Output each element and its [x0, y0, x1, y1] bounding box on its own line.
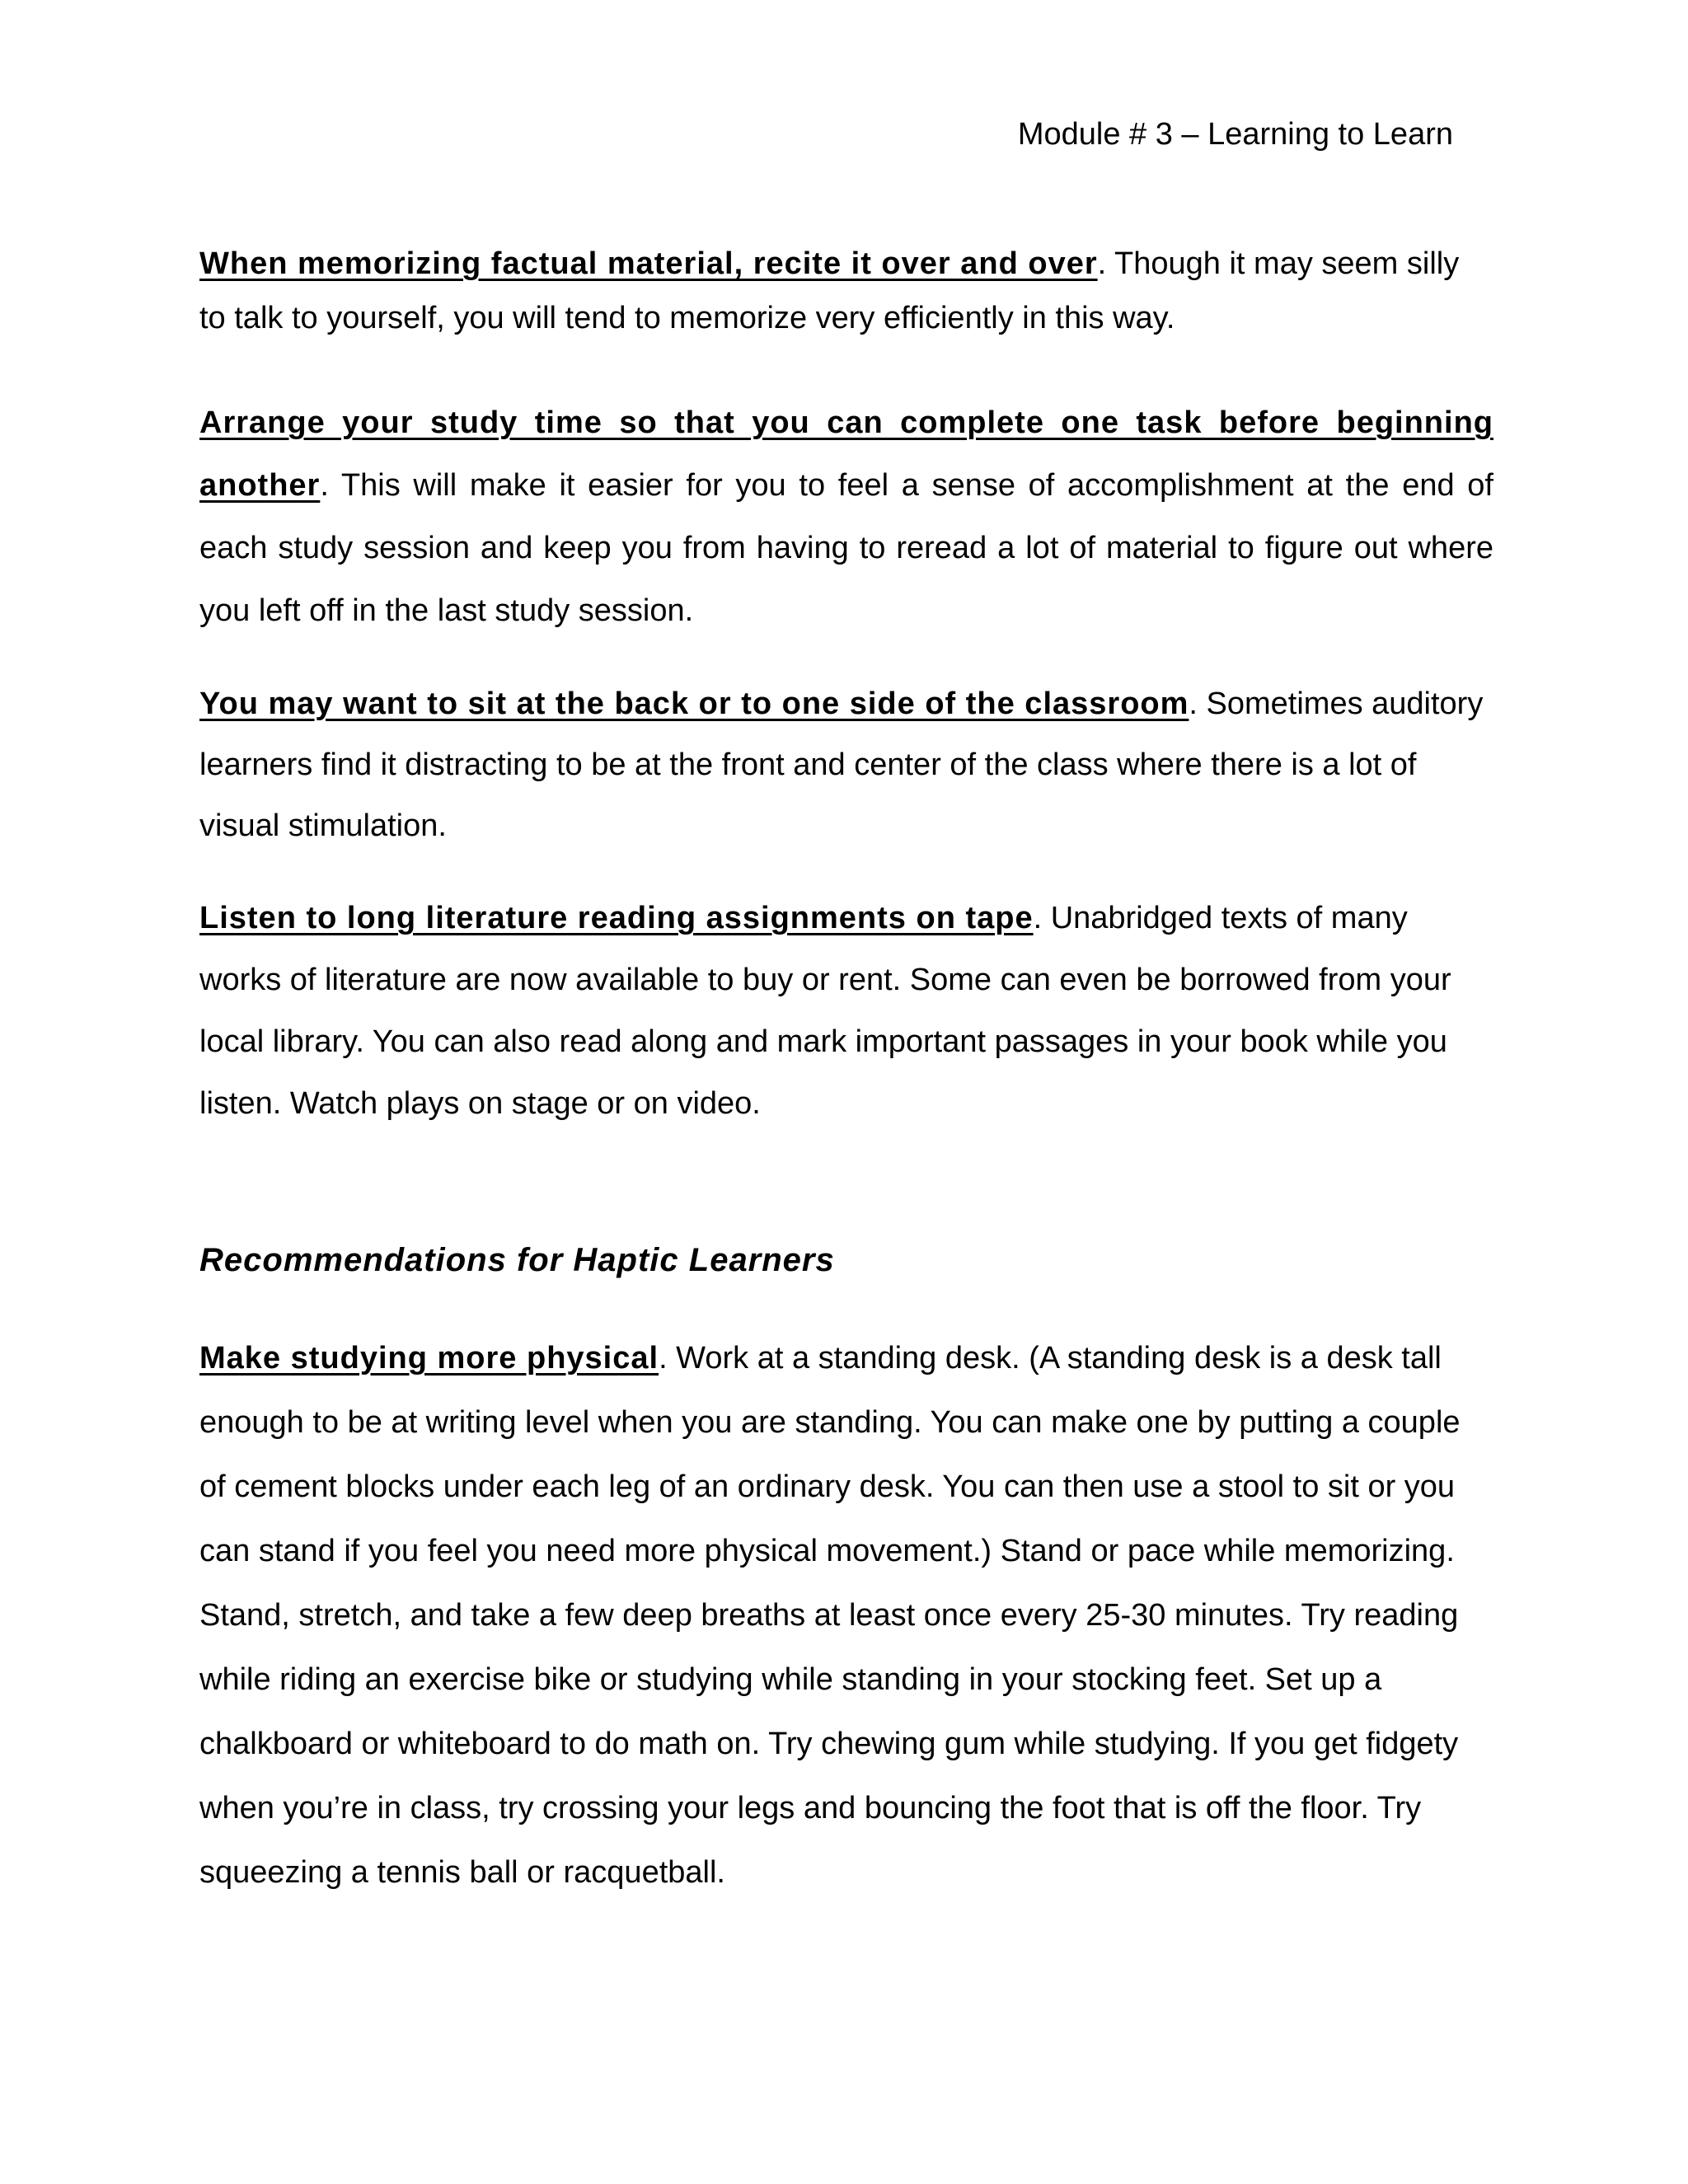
tip-paragraph-literature-tape — [199, 888, 1493, 1135]
tip-body-arrange-study-time: . This will make it easier for you to feel a sense of accomplishment at the end of each study session and keep you from having to reread a lot of material to figure out where you left off in the last study session. — [199, 468, 1493, 628]
tip-lead-arrange-study-time: Arrange your study time so that you can complete one task before beginning another — [199, 405, 1493, 503]
tip-paragraph-classroom-seat — [199, 673, 1493, 856]
tip-body-literature-tape: . Unabridged texts of many works of literature are now available to buy or rent. Some can even be borrowed from your local library. You can also read along and mark important passages in your book while you listen. Watch plays on stage or on video. — [199, 901, 1451, 1121]
section-heading-haptic: Recommendations for Haptic Learners — [199, 1242, 835, 1278]
tip-paragraph-arrange-study-time — [199, 391, 1493, 642]
tip-paragraph-physical — [199, 1326, 1493, 1905]
document-body — [199, 237, 1493, 1905]
tip-paragraph-recite — [199, 237, 1493, 345]
tip-body-classroom-seat: . Sometimes auditory learners find it distracting to be at the front and center of the class where there is a lot of visual stimulation. — [199, 687, 1484, 843]
module-header: Module # 3 – Learning to Learn — [1017, 117, 1453, 152]
tip-lead-physical: Make studying more physical — [199, 1341, 659, 1376]
tip-lead-classroom-seat: You may want to sit at the back or to one side of the classroom — [199, 687, 1189, 721]
tip-lead-recite: When memorizing factual material, recite it over and over — [199, 246, 1098, 281]
tip-body-recite: . Though it may seem silly to talk to yourself, you will tend to memorize very efficiently in this way. — [199, 246, 1460, 335]
tip-body-physical: . Work at a standing desk. (A standing desk is a desk tall enough to be at writing level when you are standing. You can make one by putting a couple of cement blocks under each leg of an ordinary desk. You can then use a stool to sit or you can stand if you feel you need more physical movement.) Stand or pace while memorizing. Stand, stretch, and take a few deep breaths at least once every 25-30 minutes. Try reading while riding an exercise bike or studying while standing in your stocking feet. Set up a chalkboard or whiteboard to do math on. Try chewing gum while studying. If you get fidgety when you’re in class, try crossing your legs and bouncing the foot that is off the floor. Try squeezing a tennis ball or racquetball. — [199, 1341, 1461, 1890]
tip-lead-literature-tape: Listen to long literature reading assignments on tape — [199, 901, 1034, 935]
